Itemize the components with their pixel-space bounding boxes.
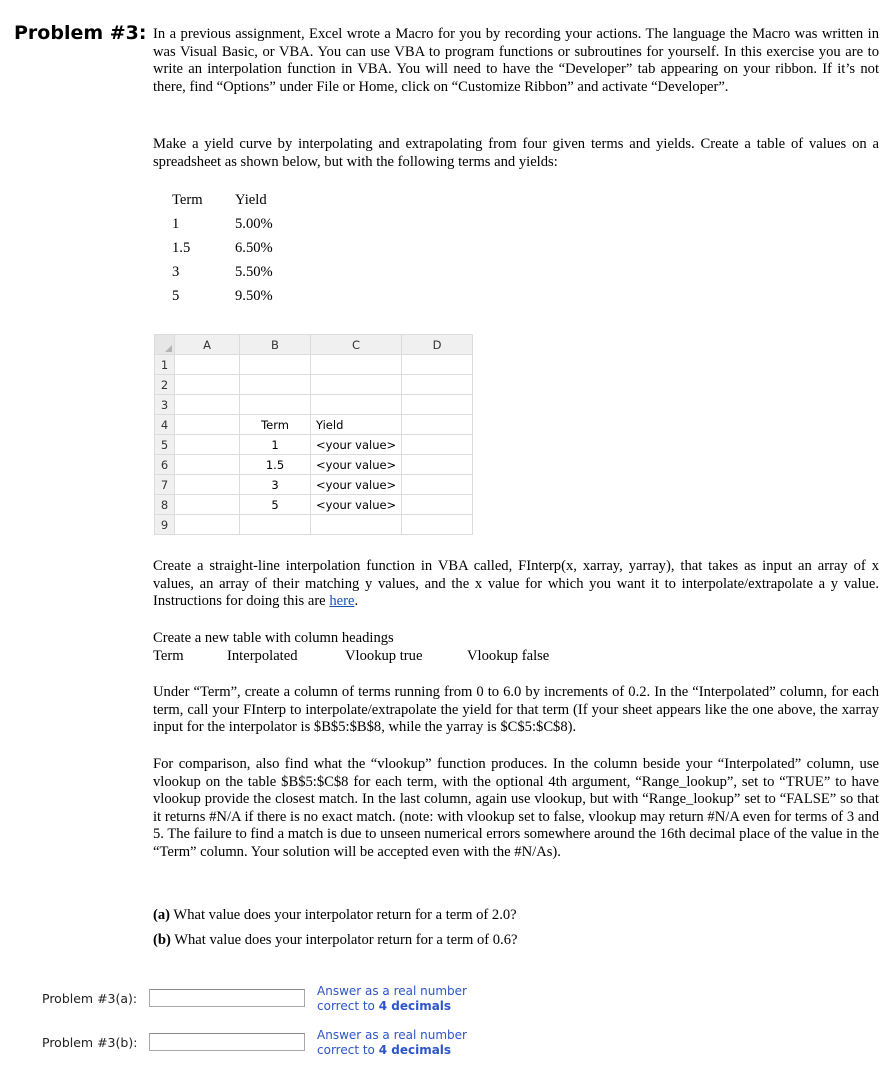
heading-vlookup-false: Vlookup false: [467, 648, 550, 664]
cell: [240, 375, 311, 395]
cell-c7: <your value>: [311, 475, 402, 495]
vlookup-instruction: For comparison, also find what the “vlookup” function produces. In the column beside your “Interpolated” column, use vlookup on the table $B$5:$C$8 for each term, with the optional 4th argument, “Range_lookup”, set to “TRUE” to have vlookup provide the closest match. In the last column, again use vlookup, but with “Range_lookup” set to “FALSE” so that it returns #N/A if there is no exact match. (note: with vlookup set to false, vlookup may return #N/A even for terms of 3 and 5. The failure to find a match is due to unseen numerical errors somewhere around the 16th decimal place of the value in the “Term” column. Your solution will be accepted even with the #N/As).: [153, 756, 879, 860]
answer-b-label: Problem #3(b):: [42, 1035, 138, 1050]
cell-c8: <your value>: [311, 495, 402, 515]
row-header: 8: [155, 495, 175, 515]
cell: [240, 395, 311, 415]
heading-vlookup-true: Vlookup true: [345, 648, 423, 664]
yield-table-yield: 9.50%: [235, 288, 273, 304]
question-a-text: What value does your interpolator return for a term of 2.0?: [173, 907, 517, 923]
spreadsheet-row: [155, 435, 473, 455]
instructions-link[interactable]: here: [329, 593, 355, 610]
answer-b-hint-line2: correct to 4 decimals: [317, 1043, 452, 1057]
question-a-label: (a): [153, 907, 171, 923]
new-table-intro: Create a new table with column headings: [153, 630, 394, 646]
spreadsheet-row: [155, 375, 473, 395]
cell: [402, 515, 473, 535]
cell: [311, 515, 402, 535]
spreadsheet-row: [155, 455, 473, 475]
cell-b4: Term: [240, 415, 311, 435]
intro-paragraph: In a previous assignment, Excel wrote a Macro for you by recording your actions. The language the Macro was written in was Visual Basic, or VBA. You can use VBA to program functions or subroutines for yourself. In this exercise you are to write an interpolation function in VBA. You will need to have the “Developer” tab appearing on your ribbon. If it’s not there, find “Options” under File or Home, click on “Customize Ribbon” and activate “Developer”.: [153, 26, 879, 95]
cell: [175, 455, 240, 475]
row-header: 3: [155, 395, 175, 415]
answer-b-hint: [317, 1028, 467, 1058]
problem-title: Problem #3:: [14, 22, 147, 44]
finterp-instruction: Create a straight-line interpolation function in VBA called, FInterp(x, xarray, yarray), that takes as input an array of x values, an array of their matching y values, and the x value for which you want it to interpolate/extrapolate a y value. Instructions for doing this are here.: [153, 558, 879, 610]
cell: [311, 355, 402, 375]
cell: [175, 395, 240, 415]
cell: [240, 515, 311, 535]
term-instruction: Under “Term”, create a column of terms running from 0 to 6.0 by increments of 0.2. In the “Interpolated” column, for each term, call your FInterp to interpolate/extrapolate the yield for that term (If your sheet appears like the one above, the xarray input for the interpolator is $B$5:$B$8, while the yarray is $C$5:$C$8).: [153, 684, 879, 736]
heading-interpolated: Interpolated: [227, 648, 298, 664]
cell-b8: 5: [240, 495, 311, 515]
row-header: 2: [155, 375, 175, 395]
row-header: 4: [155, 415, 175, 435]
answer-b-input[interactable]: [149, 1033, 305, 1051]
cell-c6: <your value>: [311, 455, 402, 475]
column-header-a: A: [175, 335, 240, 355]
question-b-label: (b): [153, 932, 171, 948]
cell-c4: Yield: [311, 415, 402, 435]
yield-table-term-header: Term: [172, 192, 203, 208]
yield-table-term: 3: [172, 264, 180, 280]
spreadsheet-row: [155, 415, 473, 435]
cell: [311, 395, 402, 415]
answer-a-label: Problem #3(a):: [42, 991, 138, 1006]
cell: [402, 355, 473, 375]
cell: [402, 495, 473, 515]
cell-b6: 1.5: [240, 455, 311, 475]
finterp-instruction-text: Create a straight-line interpolation function in VBA called, FInterp(x, xarray, yarray), that takes as input an array of x values, an array of their matching y values, and the x value for which you want it to interpolate/extrapolate a y value. Instructions for doing this are: [153, 558, 879, 610]
cell: [402, 455, 473, 475]
column-header-c: C: [311, 335, 402, 355]
answer-b-hint-line1: Answer as a real number: [317, 1028, 467, 1042]
yield-table-yield: 6.50%: [235, 240, 273, 256]
cell: [402, 415, 473, 435]
cell-b7: 3: [240, 475, 311, 495]
spreadsheet-example: [154, 334, 473, 535]
yield-table-term: 1: [172, 216, 180, 232]
cell: [175, 495, 240, 515]
column-header-b: B: [240, 335, 311, 355]
column-header-d: D: [402, 335, 473, 355]
yield-table-term: 1.5: [172, 240, 191, 256]
cell: [175, 355, 240, 375]
cell: [175, 515, 240, 535]
spreadsheet-row: [155, 355, 473, 375]
cell: [175, 415, 240, 435]
answer-a-hint: [317, 984, 467, 1014]
spreadsheet-row: [155, 515, 473, 535]
question-b: [153, 932, 517, 950]
cell: [402, 435, 473, 455]
cell: [402, 395, 473, 415]
row-header: 7: [155, 475, 175, 495]
cell: [240, 355, 311, 375]
yield-table-yield: 5.50%: [235, 264, 273, 280]
cell: [175, 375, 240, 395]
spreadsheet-row: [155, 495, 473, 515]
heading-term: Term: [153, 648, 184, 664]
answer-a-input[interactable]: [149, 989, 305, 1007]
cell: [175, 435, 240, 455]
select-all-corner: [155, 335, 175, 355]
answer-a-hint-line2: correct to 4 decimals: [317, 999, 452, 1013]
question-b-text: What value does your interpolator return for a term of 0.6?: [174, 932, 518, 948]
cell: [175, 475, 240, 495]
cell: [402, 375, 473, 395]
yield-table-yield-header: Yield: [235, 192, 267, 208]
yield-table-yield: 5.00%: [235, 216, 273, 232]
spreadsheet-row: [155, 475, 473, 495]
row-header: 6: [155, 455, 175, 475]
yield-table-term: 5: [172, 288, 180, 304]
spreadsheet-row: [155, 395, 473, 415]
cell: [311, 375, 402, 395]
row-header: 5: [155, 435, 175, 455]
row-header: 9: [155, 515, 175, 535]
cell: [402, 475, 473, 495]
row-header: 1: [155, 355, 175, 375]
answer-a-hint-line1: Answer as a real number: [317, 984, 467, 998]
spreadsheet-column-header-row: [155, 335, 473, 355]
cell-b5: 1: [240, 435, 311, 455]
cell-c5: <your value>: [311, 435, 402, 455]
yield-instruction: Make a yield curve by interpolating and extrapolating from four given terms and yields. Create a table of values on a spreadsheet as shown below, but with the following terms and yields:: [153, 136, 879, 170]
question-a: [153, 907, 517, 925]
